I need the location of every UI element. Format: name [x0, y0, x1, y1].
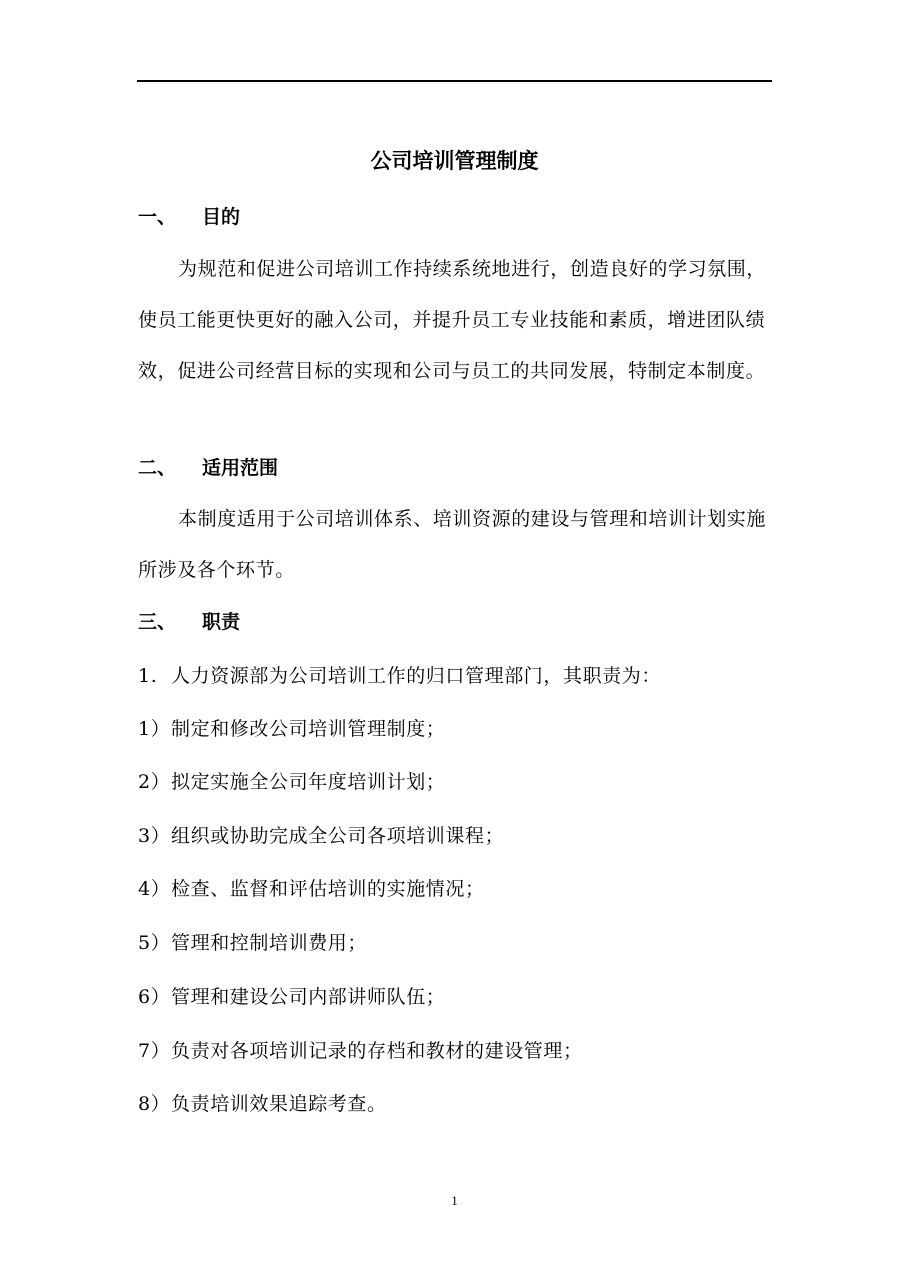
list-item-number: 6） [138, 986, 171, 1008]
list-item-number: 4） [138, 878, 171, 900]
list-item-number: 1. [138, 665, 158, 687]
list-item-text: 检查、监督和评估培训的实施情况； [171, 878, 485, 900]
section-paragraph-purpose: 为规范和促进公司培训工作持续系统地进行，创造良好的学习氛围，使员工能更快更好的融入公司，并提升员工专业技能和素质，增进团队绩效，促进公司经营目标的实现和公司与员工的共同发展，特制定本制度。 [138, 258, 767, 382]
list-item-number: 1） [138, 718, 171, 740]
list-item-number: 5） [138, 932, 171, 954]
list-item-text: 负责培训效果追踪考查。 [171, 1093, 387, 1115]
list-item [138, 1037, 583, 1065]
list-item-text: 管理和控制培训费用； [171, 932, 368, 954]
header-rule [137, 80, 772, 82]
section-paragraph-scope: 本制度适用于公司培训体系、培训资源的建设与管理和培训计划实施所涉及各个环节。 [138, 508, 767, 581]
list-item-text: 负责对各项培训记录的存档和教材的建设管理； [171, 1040, 583, 1062]
list-item-number: 8） [138, 1093, 171, 1115]
list-item-number: 3） [138, 825, 171, 847]
list-item [138, 662, 661, 690]
list-item-number: 7） [138, 1040, 171, 1062]
list-item-text: 人力资源部为公司培训工作的归口管理部门，其职责为： [171, 665, 662, 687]
section-heading-purpose [138, 203, 240, 231]
section-number: 一、 [138, 206, 177, 228]
list-item [138, 1090, 387, 1118]
list-item-number: 2） [138, 771, 171, 793]
page-number: 1 [451, 1193, 458, 1208]
section-heading-scope [138, 454, 278, 482]
list-item [138, 715, 445, 743]
section-number: 三、 [138, 611, 177, 633]
document-title: 公司培训管理制度 [370, 149, 539, 173]
list-item-text: 组织或协助完成全公司各项培训课程； [171, 825, 505, 847]
list-item [138, 929, 367, 957]
list-item-text: 管理和建设公司内部讲师队伍； [171, 986, 446, 1008]
section-number: 二、 [138, 457, 177, 479]
section-title: 目的 [202, 206, 241, 228]
list-item [138, 983, 445, 1011]
list-item-text: 制定和修改公司培训管理制度； [171, 718, 446, 740]
list-item [138, 768, 445, 796]
section-heading-responsibilities [138, 608, 240, 636]
list-item [138, 875, 485, 903]
list-item-text: 拟定实施全公司年度培训计划； [171, 771, 446, 793]
section-title: 适用范围 [202, 457, 279, 479]
list-item [138, 822, 504, 850]
section-title: 职责 [202, 611, 241, 633]
